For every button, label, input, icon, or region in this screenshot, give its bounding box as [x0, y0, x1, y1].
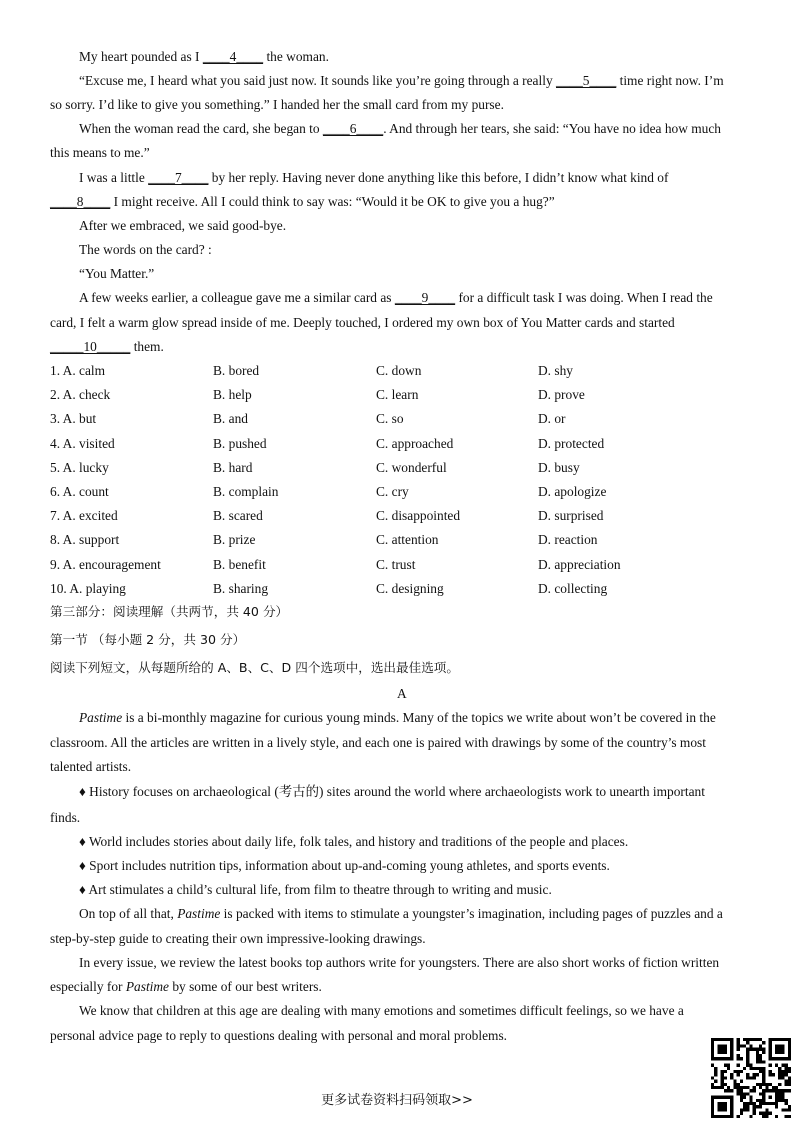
- option-2-d: D. prove: [538, 387, 585, 403]
- passage-line: “Excuse me, I heard what you said just now. It sounds like you’re going through a really ____5____ time right now. I’m: [79, 73, 724, 88]
- option-6-b: B. complain: [213, 484, 279, 499]
- option-10-a: 10. A. playing: [50, 580, 126, 596]
- option-10-d: D. collecting: [538, 580, 608, 596]
- option-9-b: B. benefit: [213, 556, 266, 572]
- option-9-a: 9. A. encouragement: [50, 556, 161, 572]
- option-2-b: B. help: [213, 387, 252, 403]
- blank-9: ____9____: [394, 290, 456, 305]
- footer-text[interactable]: 更多试卷资料扫码领取>>: [321, 1093, 473, 1108]
- option-8-b: B. prize: [213, 532, 256, 548]
- option-8-c: C. attention: [376, 532, 439, 548]
- option-6-d: D. apologize: [538, 484, 607, 499]
- passage-line: When the woman read the card, she began to ____6____. And through her tears, she said: “You have no idea how much: [79, 121, 721, 136]
- option-6-a: 6. A. count: [50, 484, 109, 499]
- passage-line: After we embraced, we said good-bye.: [79, 218, 287, 233]
- reading-line: On top of all that, Pastime is packed with items to stimulate a youngster’s imagination, including pages of puzzles and a: [79, 906, 723, 921]
- passage-line: I was a little ____7____ by her reply. Having never done anything like this before, I didn’t know what kind of: [79, 170, 669, 185]
- option-3-a: 3. A. but: [50, 411, 97, 427]
- bullet-sport: ♦ Sport includes nutrition tips, information about up-and-coming young athletes, and sports events.: [79, 858, 610, 873]
- option-4-c: C. approached: [376, 435, 454, 451]
- section-heading: 第三部分：阅读理解（共两节，共 40 分）: [50, 604, 289, 619]
- option-8-a: 8. A. support: [50, 532, 120, 548]
- option-7-d: D. surprised: [538, 508, 604, 524]
- passage-line: The words on the card? :: [79, 242, 212, 257]
- reading-line: In every issue, we review the latest books top authors write for youngsters. There are also short works of fiction written: [79, 955, 720, 970]
- option-1-a: 1. A. calm: [50, 363, 106, 378]
- option-10-b: B. sharing: [213, 580, 269, 596]
- reading-line: step-by-step guide to creating their own impressive-looking drawings.: [50, 931, 426, 946]
- bullet-world: ♦ World includes stories about daily life, folk tales, and history and traditions of the people and places.: [79, 834, 629, 849]
- passage-line: My heart pounded as I ____4____ the woman.: [79, 49, 329, 64]
- option-2-c: C. learn: [376, 387, 419, 403]
- option-7-a: 7. A. excited: [50, 508, 118, 524]
- passage-letter: A: [397, 686, 407, 701]
- option-9-d: D. appreciation: [538, 556, 621, 572]
- option-10-c: C. designing: [376, 580, 444, 596]
- option-6-c: C. cry: [376, 484, 409, 499]
- option-5-a: 5. A. lucky: [50, 459, 109, 475]
- passage-line: so sorry. I’d like to give you something.” I handed her the small card from my purse.: [50, 97, 504, 112]
- option-7-c: C. disappointed: [376, 508, 461, 524]
- blank-8: ____8____: [50, 194, 111, 209]
- option-3-d: D. or: [538, 411, 566, 427]
- subsection-heading: 第一节 （每小题 2 分，共 30 分）: [50, 632, 246, 647]
- reading-line: Pastime is a bi-monthly magazine for curious young minds. Many of the topics we write about won’t be covered in the: [79, 710, 716, 725]
- passage-line: “You Matter.”: [79, 266, 155, 281]
- instructions: 阅读下列短文，从每题所给的 A、B、C、D 四个选项中，选出最佳选项。: [50, 660, 459, 675]
- option-5-b: B. hard: [213, 459, 253, 475]
- passage-line: _____10_____ them.: [50, 339, 164, 354]
- reading-line: finds.: [50, 810, 81, 825]
- reading-line: personal advice page to reply to questions dealing with personal and moral problems.: [50, 1028, 508, 1043]
- option-4-b: B. pushed: [213, 435, 267, 451]
- reading-line: We know that children at this age are dealing with many emotions and sometimes difficult feelings, so we have a: [79, 1003, 684, 1018]
- blank-10: _____10_____: [50, 339, 131, 354]
- option-2-a: 2. A. check: [50, 387, 111, 403]
- option-9-c: C. trust: [376, 556, 416, 572]
- blank-5: ____5____: [556, 73, 617, 88]
- option-1-d: D. shy: [538, 363, 573, 378]
- reading-line: classroom. All the articles are written in a lively style, and each one is paired with drawings by some of the country’s most: [50, 735, 706, 750]
- blank-4: ____4____: [202, 49, 264, 64]
- blank-6: ____6____: [322, 121, 384, 136]
- option-3-b: B. and: [213, 411, 248, 427]
- bullet-history: ♦ History focuses on archaeological (考古的) sites around the world where archaeologists work to unearth important: [79, 784, 705, 799]
- option-3-c: C. so: [376, 411, 404, 427]
- option-4-a: 4. A. visited: [50, 435, 115, 451]
- passage-line: A few weeks earlier, a colleague gave me a similar card as ____9____ for a difficult task I was doing. When I read the: [79, 290, 713, 305]
- blank-7: ____7____: [148, 170, 209, 185]
- option-4-d: D. protected: [538, 435, 605, 451]
- bullet-art: ♦ Art stimulates a child’s cultural life, from film to theatre through to writing and music.: [79, 882, 552, 897]
- option-5-c: C. wonderful: [376, 459, 447, 475]
- option-5-d: D. busy: [538, 459, 580, 475]
- option-1-b: B. bored: [213, 363, 260, 378]
- passage-line: this means to me.”: [50, 145, 150, 160]
- passage-line: card, I felt a warm glow spread inside of me. Deeply touched, I ordered my own box of You Matter cards and started: [50, 315, 675, 330]
- reading-line: talented artists.: [50, 759, 132, 774]
- reading-line: especially for Pastime by some of our best writers.: [50, 979, 322, 994]
- option-8-d: D. reaction: [538, 532, 598, 548]
- option-7-b: B. scared: [213, 508, 263, 524]
- option-1-c: C. down: [376, 363, 422, 378]
- passage-line: ____8____ I might receive. All I could think to say was: “Would it be OK to give you a hug?”: [50, 194, 555, 209]
